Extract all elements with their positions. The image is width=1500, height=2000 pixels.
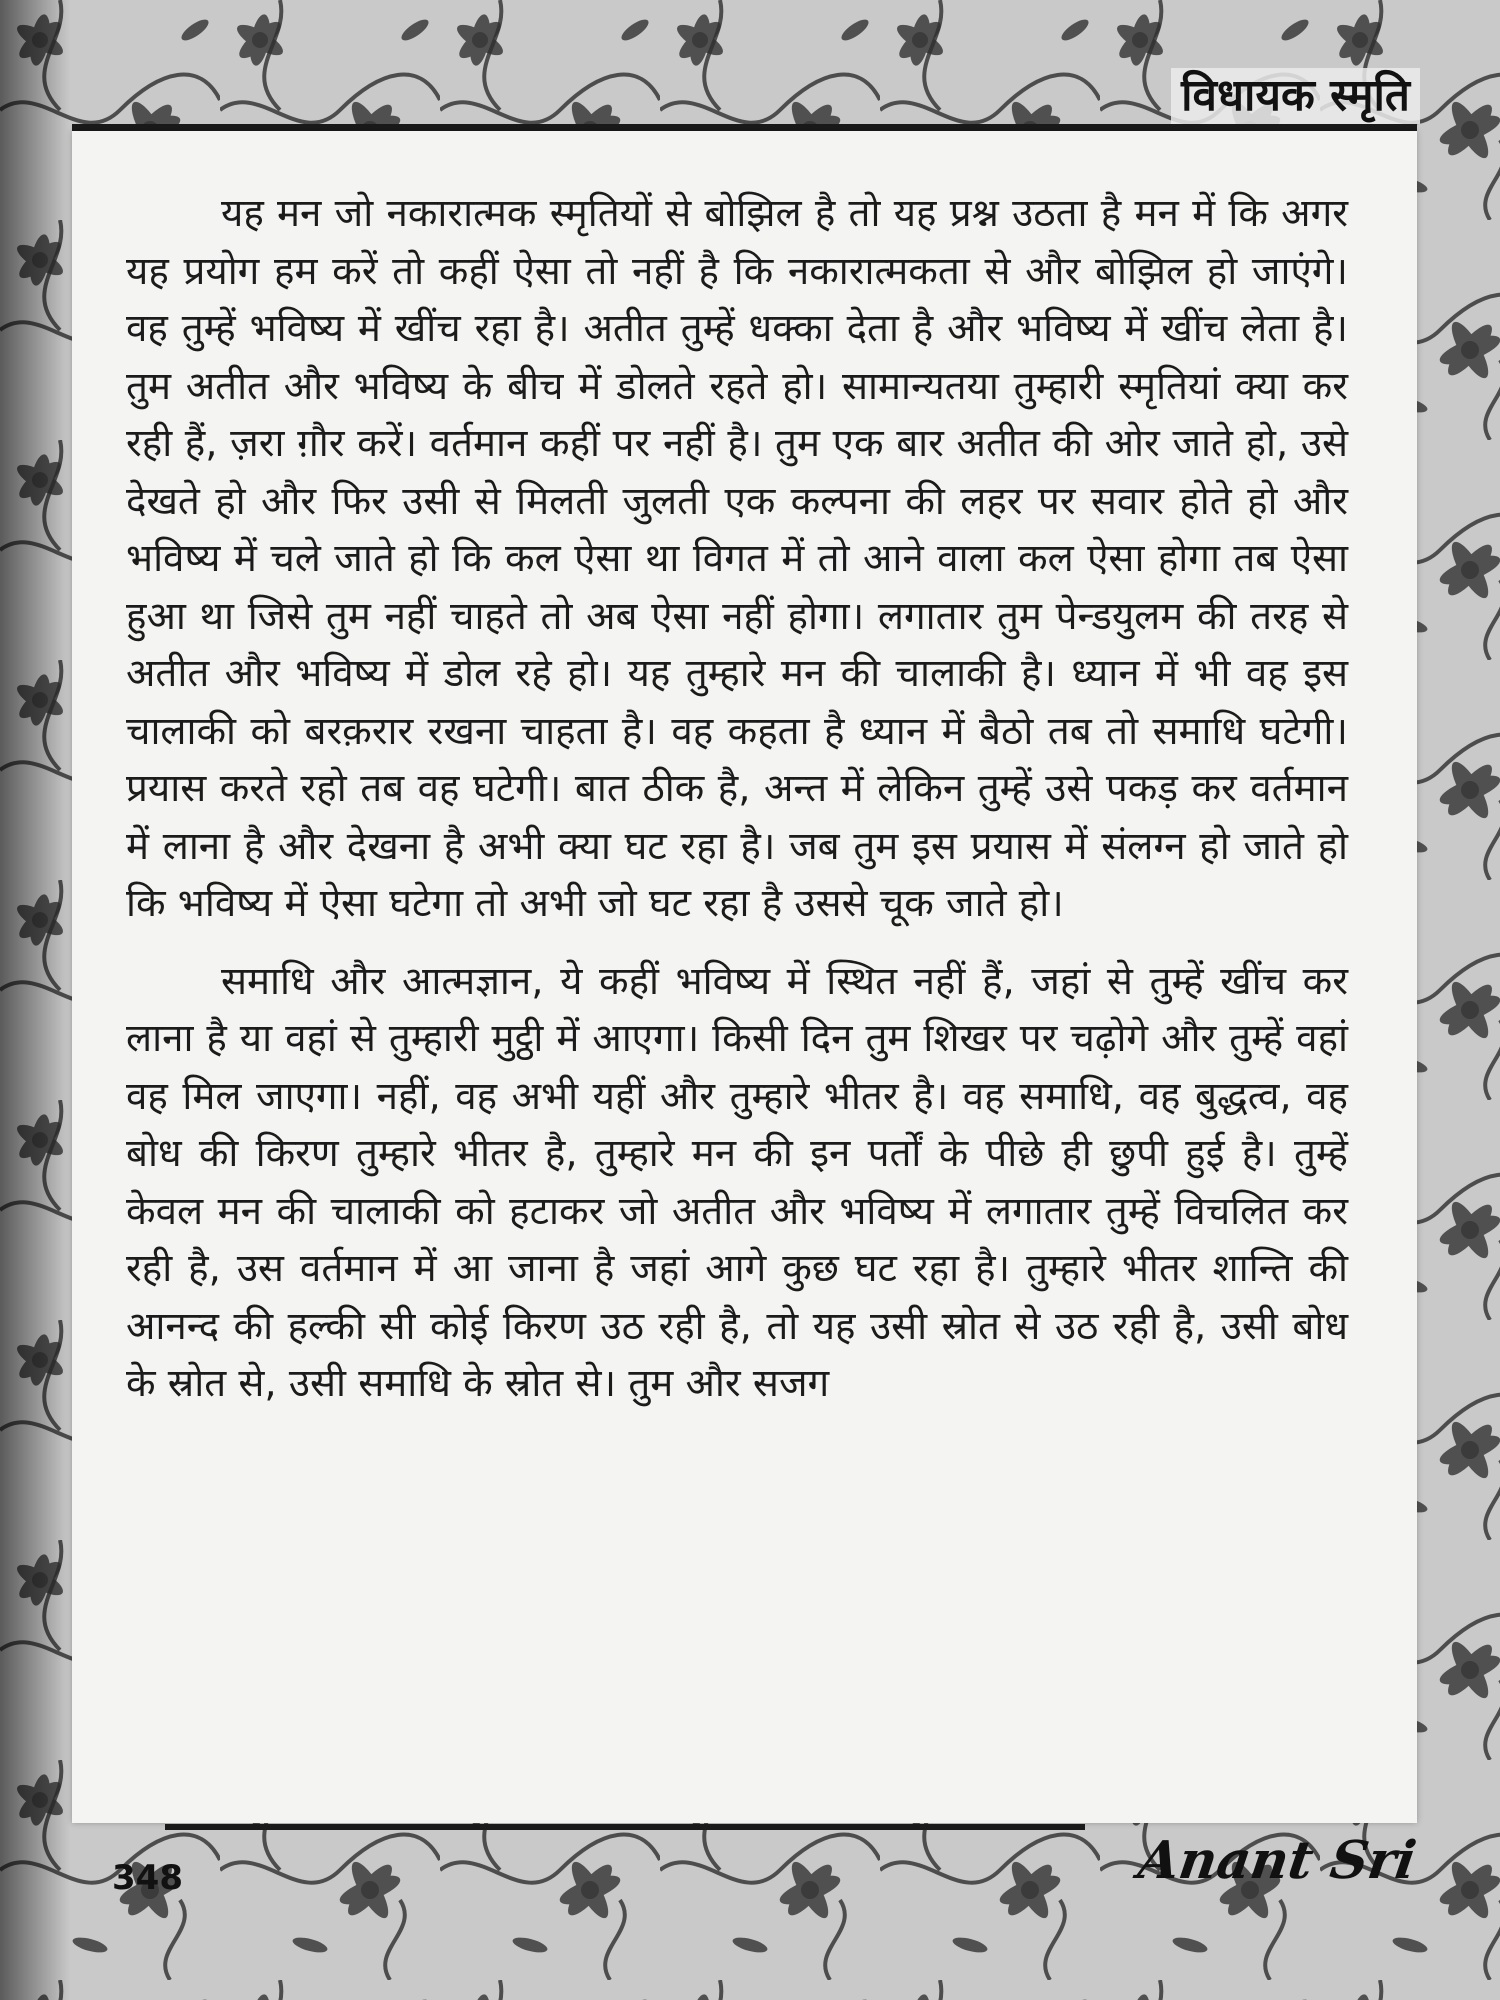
- page-number: 348: [112, 1858, 183, 1898]
- book-spine-shadow: [0, 0, 70, 2000]
- footer-rule: [165, 1824, 1085, 1830]
- header-rule: [72, 124, 1417, 131]
- paragraph-2: समाधि और आत्मज्ञान, ये कहीं भविष्य में स्थित नहीं हैं, जहां से तुम्हें खींच कर लाना है या वहां से तुम्हारी मुट्ठी में आएगा। किसी दिन तुम शिखर पर चढ़ोगे और तुम्हें वहां वह मिल जाएगा। नहीं, वह अभी यहीं और तुम्हारे भीतर है। वह समाधि, वह बुद्धत्व, वह बोध की किरण तुम्हारे भीतर है, तुम्हारे मन की इन पर्तों के पीछे ही छुपी हुई है। तुम्हें केवल मन की चालाकी को हटाकर जो अतीत और भविष्य में लगातार तुम्हें विचलित कर रही है, उस वर्तमान में आ जाना है जहां आगे कुछ घट रहा है। तुम्हारे भीतर शान्ति की आनन्द की हल्की सी कोई किरण उठ रही है, तो यह उसी स्रोत से उठ रही है, उसी बोध के स्रोत से, उसी समाधि के स्रोत से। तुम और सजग: [126, 958, 1348, 1406]
- running-title: विधायक स्मृति: [1171, 68, 1420, 124]
- paragraph-1: यह मन जो नकारात्मक स्मृतियों से बोझिल है तो यह प्रश्न उठता है मन में कि अगर यह प्रयोग हम करें तो कहीं ऐसा तो नहीं है कि नकारात्मकता से और बोझिल हो जाएंगे। वह तुम्हें भविष्य में खींच रहा है। अतीत तुम्हें धक्का देता है और भविष्य में खींच लेता है। तुम अतीत और भविष्य के बीच में डोलते रहते हो। सामान्यतया तुम्हारी स्मृतियां क्या कर रही हैं, ज़रा ग़ौर करें। वर्तमान कहीं पर नहीं है। तुम एक बार अतीत की ओर जाते हो, उसे देखते हो और फिर उसी से मिलती जुलती एक कल्पना की लहर पर सवार होते हो और भविष्य में चले जाते हो कि कल ऐसा था विगत में तो आने वाला कल ऐसा होगा तब ऐसा हुआ था जिसे तुम नहीं चाहते तो अब ऐसा नहीं होगा। लगातार तुम पेन्डयुलम की तरह से अतीत और भविष्य में डोल रहे हो। यह तुम्हारे मन की चालाकी है। ध्यान में भी वह इस चालाकी को बरक़रार रखना चाहता है। वह कहता है ध्यान में बैठो तब तो समाधि घटेगी। प्रयास करते रहो तब वह घटेगी। बात ठीक है, अन्त में लेकिन तुम्हें उसे पकड़ कर वर्तमान में लाना है और देखना है अभी क्या घट रहा है। जब तुम इस प्रयास में संलग्न हो जाते हो कि भविष्य में ऐसा घटेगा तो अभी जो घट रहा है उससे चूक जाते हो।: [126, 191, 1348, 926]
- author-signature: Anant Sri: [1134, 1830, 1420, 1891]
- body-text: [126, 185, 1348, 1413]
